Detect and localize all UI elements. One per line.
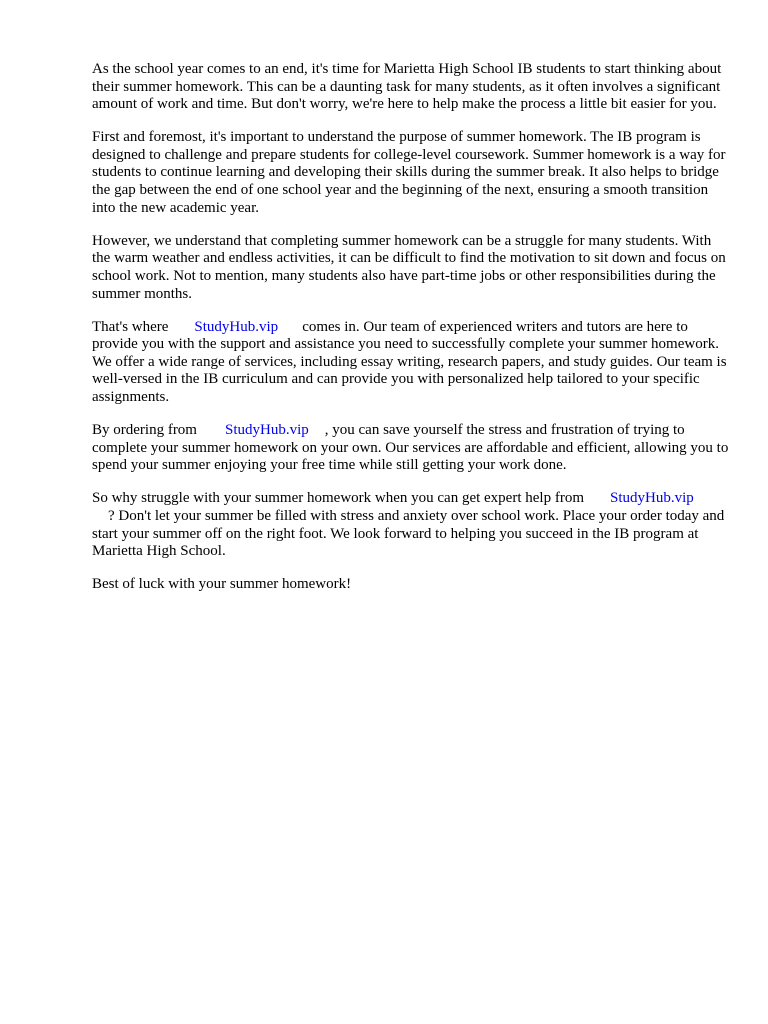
paragraph-thats-where-rest: comes in. Our team of experienced writers and tutors are here to provide you with the support and assistance you need to successfully complete your summer homework. We offer a wide range of services, including essay writing, research papers, and study guides. Our team is well-versed in the IB curriculum and can provide you with personalized help tailored to your specific assignments. <box>92 318 727 405</box>
paragraph-ordering <box>92 422 732 475</box>
paragraph-closing: Best of luck with your summer homework! <box>92 576 352 593</box>
paragraph-why-struggle <box>92 490 732 560</box>
paragraph-ordering-rest: , you can save yourself the stress and frustration of trying to complete your summer homework on your own. Our services are affordable and efficient, allowing you to spend your summer enjoying your free time while still getting your work done. <box>92 422 729 474</box>
studyhub-link[interactable]: StudyHub.vip <box>609 490 694 507</box>
paragraph-why-struggle-lead: So why struggle with your summer homework when you can get expert help from <box>92 490 584 507</box>
paragraph-thats-where-lead: That's where <box>92 318 169 335</box>
paragraph-why-struggle-rest: ? Don't let your summer be filled with stress and anxiety over school work. Place your order today and start your summer off on the right foot. We look forward to helping you succeed in the IB program at Marietta High School. <box>92 507 725 560</box>
paragraph-intro: As the school year comes to an end, it's time for Marietta High School IB students to start thinking about their summer homework. This can be a daunting task for many students, as it often involves a significant amount of work and time. But don't worry, we're here to help make the process a little bit easier for you. <box>92 61 722 113</box>
paragraph-purpose: First and foremost, it's important to understand the purpose of summer homework. The IB program is designed to challenge and prepare students for college-level coursework. Summer homework is a way for students to continue learning and developing their skills during the summer break. It also helps to bridge the gap between the end of one school year and the beginning of the next, ensuring a smooth transition into the new academic year. <box>92 129 726 216</box>
paragraph-thats-where <box>92 319 732 407</box>
studyhub-link[interactable]: StudyHub.vip <box>194 318 279 335</box>
paragraph-struggle: However, we understand that completing summer homework can be a struggle for many students. With the warm weather and endless activities, it can be difficult to find the motivation to sit down and focus on school work. Not to mention, many students also have part-time jobs or other responsibilities during the summer months. <box>92 232 726 302</box>
document-body <box>92 61 732 609</box>
paragraph-ordering-lead: By ordering from <box>92 422 197 439</box>
studyhub-link[interactable]: StudyHub.vip <box>224 422 309 439</box>
